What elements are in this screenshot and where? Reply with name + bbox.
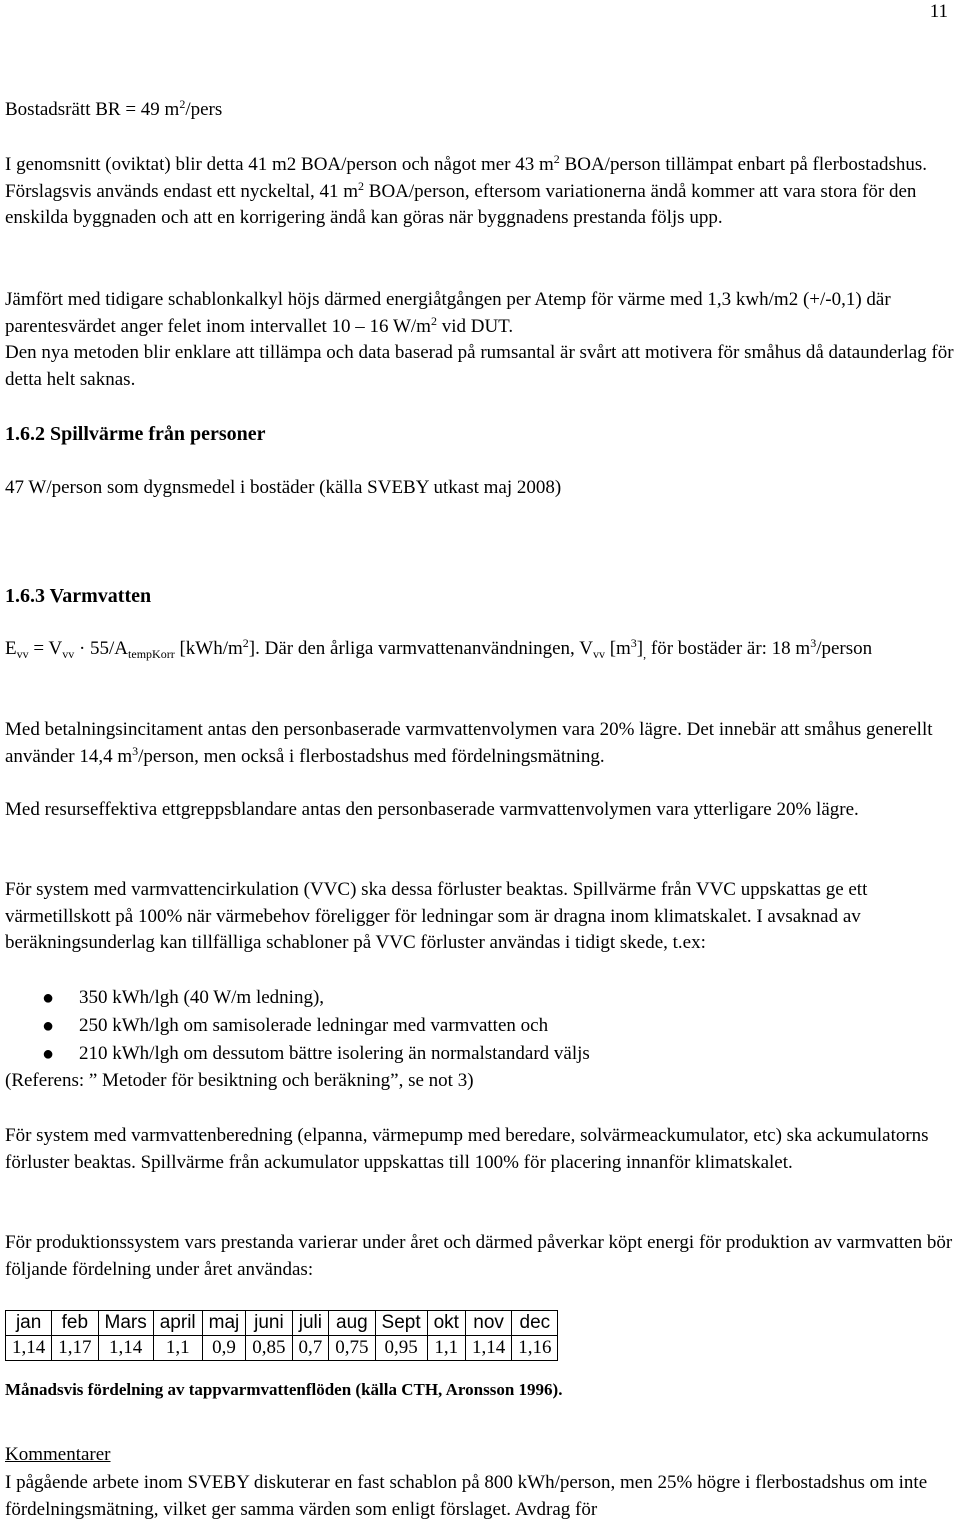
month-cell: Sept (375, 1311, 427, 1336)
paragraph-betalning: Med betalningsincitament antas den personbaserade varmvattenvolymen vara 20% lägre. Det innebär att småhus generellt använder 14,4 $m^3$/person, men också i flerbostadshus med fördelningsmätning. (5, 719, 933, 767)
month-cell: juli (292, 1311, 329, 1336)
table-caption: Månadsvis fördelning av tappvarmvattenflöden (källa CTH, Aronsson 1996). (5, 1380, 563, 1399)
factor-cell: 0,85 (246, 1336, 292, 1361)
month-cell: Mars (98, 1311, 153, 1336)
month-cell: jan (6, 1311, 52, 1336)
paragraph-jamfort: Jämfört med tidigare schablonkalkyl höjs därmed energiåtgången per Atemp för värme med 1,3 kwh/m2 (+/-0,1) där parentesvärdet anger felet inom intervallet 10 – 16 $W/m^2$ vid DUT. Den nya metoden blir enklare att tillämpa och data baserad på rumsantal är svårt att motivera för småhus då dataunderlag för detta helt saknas. (5, 289, 954, 390)
list-item: ● 210 kWh/lgh om dessutom bättre isolering än normalstandard väljs (5, 1040, 955, 1068)
month-cell: juni (246, 1311, 292, 1336)
paragraph-ettgrepp: Med resurseffektiva ettgreppsblandare antas den personbaserade varmvattenvolymen vara ytterligare 20% lägre. (5, 799, 859, 820)
list-item: ● 250 kWh/lgh om samisolerade ledningar med varmvatten och (5, 1012, 955, 1040)
factor-cell: 1,17 (52, 1336, 98, 1361)
bullet-icon: ● (42, 1015, 55, 1037)
bostadsratt-line: Bostadsrätt BR = 49 $m^2$/pers (5, 97, 223, 120)
factor-cell: 0,95 (375, 1336, 427, 1361)
factor-cell: 1,1 (153, 1336, 202, 1361)
factor-cell: 1,1 (427, 1336, 465, 1361)
heading-spillvarme: 1.6.2 Spillvärme från personer (5, 423, 266, 445)
kommentarer-text: I pågående arbete inom SVEBY diskuterar en fast schablon på 800 kWh/person, men 25% högre i flerbostadshus om inte fördelningsmätning, vilket ger samma värden som enligt förslaget. Avdrag för (5, 1472, 928, 1520)
factor-cell: 1,14 (98, 1336, 153, 1361)
paragraph-produktion: För produktionssystem vars prestanda varierar under året och därmed påverkar köpt energi för produktion av varmvatten bör följande fördelning under året användas: (5, 1232, 953, 1280)
list-item: ● 350 kWh/lgh (40 W/m ledning), (5, 984, 955, 1012)
factor-cell: 0,9 (202, 1336, 246, 1361)
bullet-icon: ● (42, 1043, 55, 1065)
page-number: 11 (929, 1, 948, 22)
table-header-row (6, 1311, 558, 1336)
bullet-list (5, 984, 955, 1068)
paragraph-boa: I genomsnitt (oviktat) blir detta 41 m2 BOA/person och något mer 43 $m^2$ BOA/person tillämpat enbart på flerbostadshus. Förslagsvis används endast ett nyckeltal, 41 $m^2$ BOA/person, eftersom variationerna ändå kommer att vara stora för den enskilda byggnaden och att en korrigering ändå kan göras när byggnadens prestanda följs upp. (5, 152, 928, 228)
paragraph-beredning: För system med varmvattenberedning (elpanna, värmepump med beredare, solvärmeackumulator, etc) ska ackumulatorns förluster beaktas. Spillvärme från ackumulator uppskattas till 100% för placering innanför klimatskalet. (5, 1125, 929, 1173)
month-cell: dec (512, 1311, 558, 1336)
formula-paragraph: $E_{vv} = V_{vv} \cdot 55/A_{tempKorr}$ $[kWh/m^2]$. Där den årliga varmvattenanvändningen, $V_{vv}$ $[m^3]_,$ för bostäder är: 18 $m^3$/person (5, 636, 873, 661)
factor-cell: 1,16 (512, 1336, 558, 1361)
kommentarer-heading: Kommentarer (5, 1444, 111, 1465)
month-cell: okt (427, 1311, 465, 1336)
table-row (6, 1336, 558, 1361)
heading-varmvatten: 1.6.3 Varmvatten (5, 585, 152, 607)
factor-cell: 0,7 (292, 1336, 329, 1361)
factor-cell: 1,14 (465, 1336, 511, 1361)
bullet-icon: ● (42, 987, 55, 1009)
month-cell: maj (202, 1311, 246, 1336)
paragraph-vvc: För system med varmvattencirkulation (VVC) ska dessa förluster beaktas. Spillvärme från VVC uppskattas ge ett värmetillskott på 100% när värmebehov föreligger för ledningar som är dragna inom klimatskalet. I avsaknad av beräkningsunderlag kan tillfälliga schabloner på VVC förluster användas i tidigt skede, t.ex: (5, 879, 868, 953)
monthly-distribution-table (5, 1310, 558, 1361)
month-cell: april (153, 1311, 202, 1336)
month-cell: nov (465, 1311, 511, 1336)
spillvarme-text: 47 W/person som dygnsmedel i bostäder (källa SVEBY utkast maj 2008) (5, 477, 562, 498)
factor-cell: 0,75 (329, 1336, 375, 1361)
factor-cell: 1,14 (6, 1336, 52, 1361)
referens-line: (Referens: ” Metoder för besiktning och beräkning”, se not 3) (5, 1070, 474, 1091)
month-cell: feb (52, 1311, 98, 1336)
month-cell: aug (329, 1311, 375, 1336)
